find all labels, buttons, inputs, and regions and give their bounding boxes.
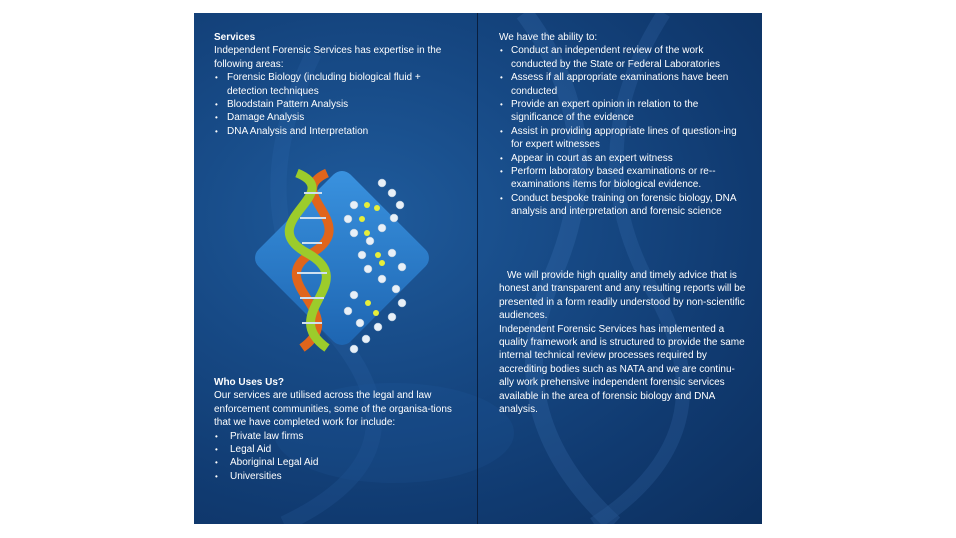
services-list: [214, 71, 459, 138]
list-item: • Forensic Biology (including biological fluid + detection techniques: [214, 71, 459, 98]
list-item: • Appear in court as an expert witness: [499, 152, 744, 165]
list-item: • DNA Analysis and Interpretation: [214, 125, 459, 138]
who-uses-us-section: [214, 376, 454, 483]
list-item: • Assist in providing appropriate lines of question-ing for expert witnesses: [499, 125, 744, 152]
list-item: • Conduct bespoke training on forensic biology, DNA analysis and interpretation and forensic science: [499, 192, 744, 219]
who-intro: Our services are utilised across the legal and law enforcement communities, some of the organisa-tions that we have completed work for include:: [214, 390, 452, 429]
services-section: [214, 31, 459, 138]
list-item: • Damage Analysis: [214, 111, 459, 124]
list-item: • Private law firms: [214, 430, 454, 443]
services-intro: Independent Forensic Services has expertise in the following areas:: [214, 45, 442, 70]
list-item: • Assess if all appropriate examinations have been conducted: [499, 71, 744, 98]
list-item: • Aboriginal Legal Aid: [214, 456, 454, 469]
panel-divider: [477, 13, 478, 524]
dna-helix-icon: [242, 163, 452, 363]
services-heading: Services: [214, 32, 256, 43]
ability-intro: We have the ability to:: [499, 32, 598, 43]
statement-paragraph-1: We will provide high quality and timely advice that is honest and transparent and any resulting reports will be presented in a form readily understood by non-scientific audiences.: [499, 270, 746, 322]
quality-statement-section: [499, 269, 749, 416]
list-item: • Conduct an independent review of the work conducted by the State or Federal Laboratories: [499, 44, 744, 71]
list-item: • Legal Aid: [214, 443, 454, 456]
who-list: [214, 430, 454, 484]
list-item: • Universities: [214, 470, 454, 483]
statement-paragraph-2: Independent Forensic Services has implemented a quality framework and is structured to provide the same internal technical review processes required by accrediting bodies such as NATA and we are continu-ally work prehensive independent forensic services available in the area of forensic biology and DNA analysis.: [499, 323, 745, 416]
who-heading: Who Uses Us?: [214, 377, 285, 388]
list-item: • Perform laboratory based examinations or re--examinations items for biological evidence.: [499, 165, 744, 192]
ability-section: [499, 31, 744, 219]
list-item: • Provide an expert opinion in relation to the significance of the evidence: [499, 98, 744, 125]
brochure: [194, 13, 762, 524]
list-item: • Bloodstain Pattern Analysis: [214, 98, 459, 111]
ability-list: [499, 44, 744, 218]
